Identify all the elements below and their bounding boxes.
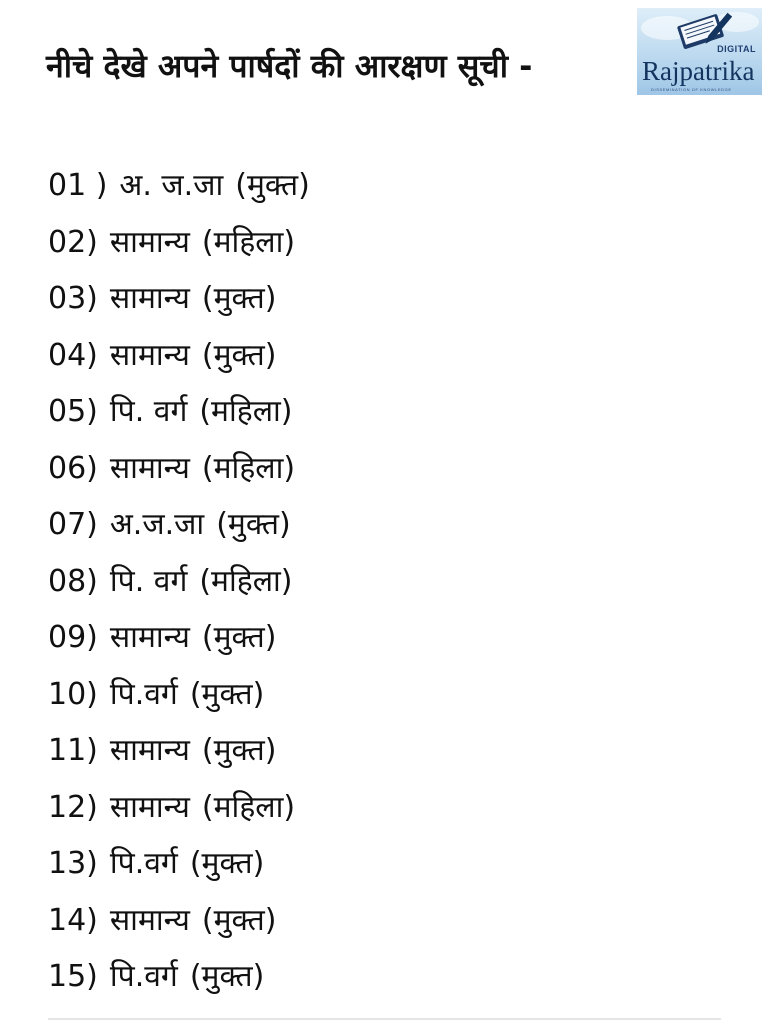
ward-number: 04)	[48, 337, 98, 373]
ward-category: सामान्य	[109, 450, 190, 486]
list-item	[48, 893, 310, 950]
list-item	[48, 328, 310, 385]
list-item	[48, 215, 310, 272]
ward-reservation-type: (मुक्त)	[189, 959, 265, 994]
ward-category: अ.ज.जा	[109, 507, 205, 542]
ward-reservation-type: (महिला)	[199, 394, 293, 429]
ward-number: 01 )	[48, 168, 108, 203]
ward-category: पि.वर्ग	[109, 676, 178, 712]
list-item	[48, 271, 310, 328]
ward-reservation-type: (मुक्त)	[189, 846, 265, 881]
list-item	[48, 497, 310, 554]
ward-category: पि. वर्ग	[109, 563, 188, 599]
ward-number: 06)	[48, 450, 98, 486]
list-item	[48, 384, 310, 441]
reservation-list	[48, 158, 310, 1006]
ward-number: 05)	[48, 394, 98, 429]
logo-digital-badge: DIGITAL	[717, 44, 756, 54]
ward-category: पि.वर्ग	[109, 846, 178, 881]
ward-number: 10)	[48, 676, 98, 712]
ward-number: 08)	[48, 563, 98, 599]
list-item	[48, 610, 310, 667]
list-item	[48, 667, 310, 724]
ward-number: 09)	[48, 620, 98, 655]
ward-reservation-type: (मुक्त)	[216, 507, 291, 542]
ward-reservation-type: (महिला)	[201, 224, 296, 260]
rajpatrika-logo	[637, 8, 762, 95]
list-item	[48, 949, 310, 1006]
ward-number: 02)	[48, 224, 98, 260]
ward-number: 14)	[48, 902, 98, 938]
ward-category: सामान्य	[109, 224, 190, 260]
list-item	[48, 836, 310, 893]
ward-category: अ. ज.जा	[119, 168, 224, 203]
ward-number: 13)	[48, 846, 98, 881]
ward-number: 12)	[48, 789, 98, 825]
ward-number: 11)	[48, 733, 98, 768]
bottom-divider	[48, 1018, 721, 1020]
ward-number: 03)	[48, 281, 98, 316]
list-item	[48, 158, 310, 215]
list-item	[48, 780, 310, 837]
ward-category: सामान्य	[109, 733, 190, 768]
list-item	[48, 554, 310, 611]
ward-reservation-type: (मुक्त)	[189, 676, 265, 712]
page-heading: नीचे देखे अपने पार्षदों की आरक्षण सूची -	[46, 47, 533, 85]
ward-number: 15)	[48, 959, 98, 994]
ward-reservation-type: (मुक्त)	[201, 902, 277, 938]
list-item	[48, 441, 310, 498]
logo-tagline: DISSEMINATION OF KNOWLEDGE	[651, 87, 732, 92]
ward-category: पि.वर्ग	[109, 959, 178, 994]
ward-reservation-type: (महिला)	[201, 789, 296, 825]
ward-reservation-type: (मुक्त)	[201, 337, 277, 373]
ward-number: 07)	[48, 507, 98, 542]
ward-reservation-type: (मुक्त)	[201, 281, 277, 316]
list-item	[48, 723, 310, 780]
ward-category: सामान्य	[109, 620, 190, 655]
ward-reservation-type: (मुक्त)	[201, 620, 277, 655]
ward-category: पि. वर्ग	[109, 394, 188, 429]
ward-category: सामान्य	[109, 337, 190, 373]
ward-reservation-type: (महिला)	[199, 563, 293, 599]
ward-category: सामान्य	[109, 902, 190, 938]
ward-category: सामान्य	[109, 789, 190, 825]
logo-name: Rajpatrika	[642, 56, 755, 86]
ward-reservation-type: (मुक्त)	[235, 168, 310, 203]
ward-reservation-type: (मुक्त)	[201, 733, 277, 768]
ward-reservation-type: (महिला)	[201, 450, 296, 486]
ward-category: सामान्य	[109, 281, 190, 316]
